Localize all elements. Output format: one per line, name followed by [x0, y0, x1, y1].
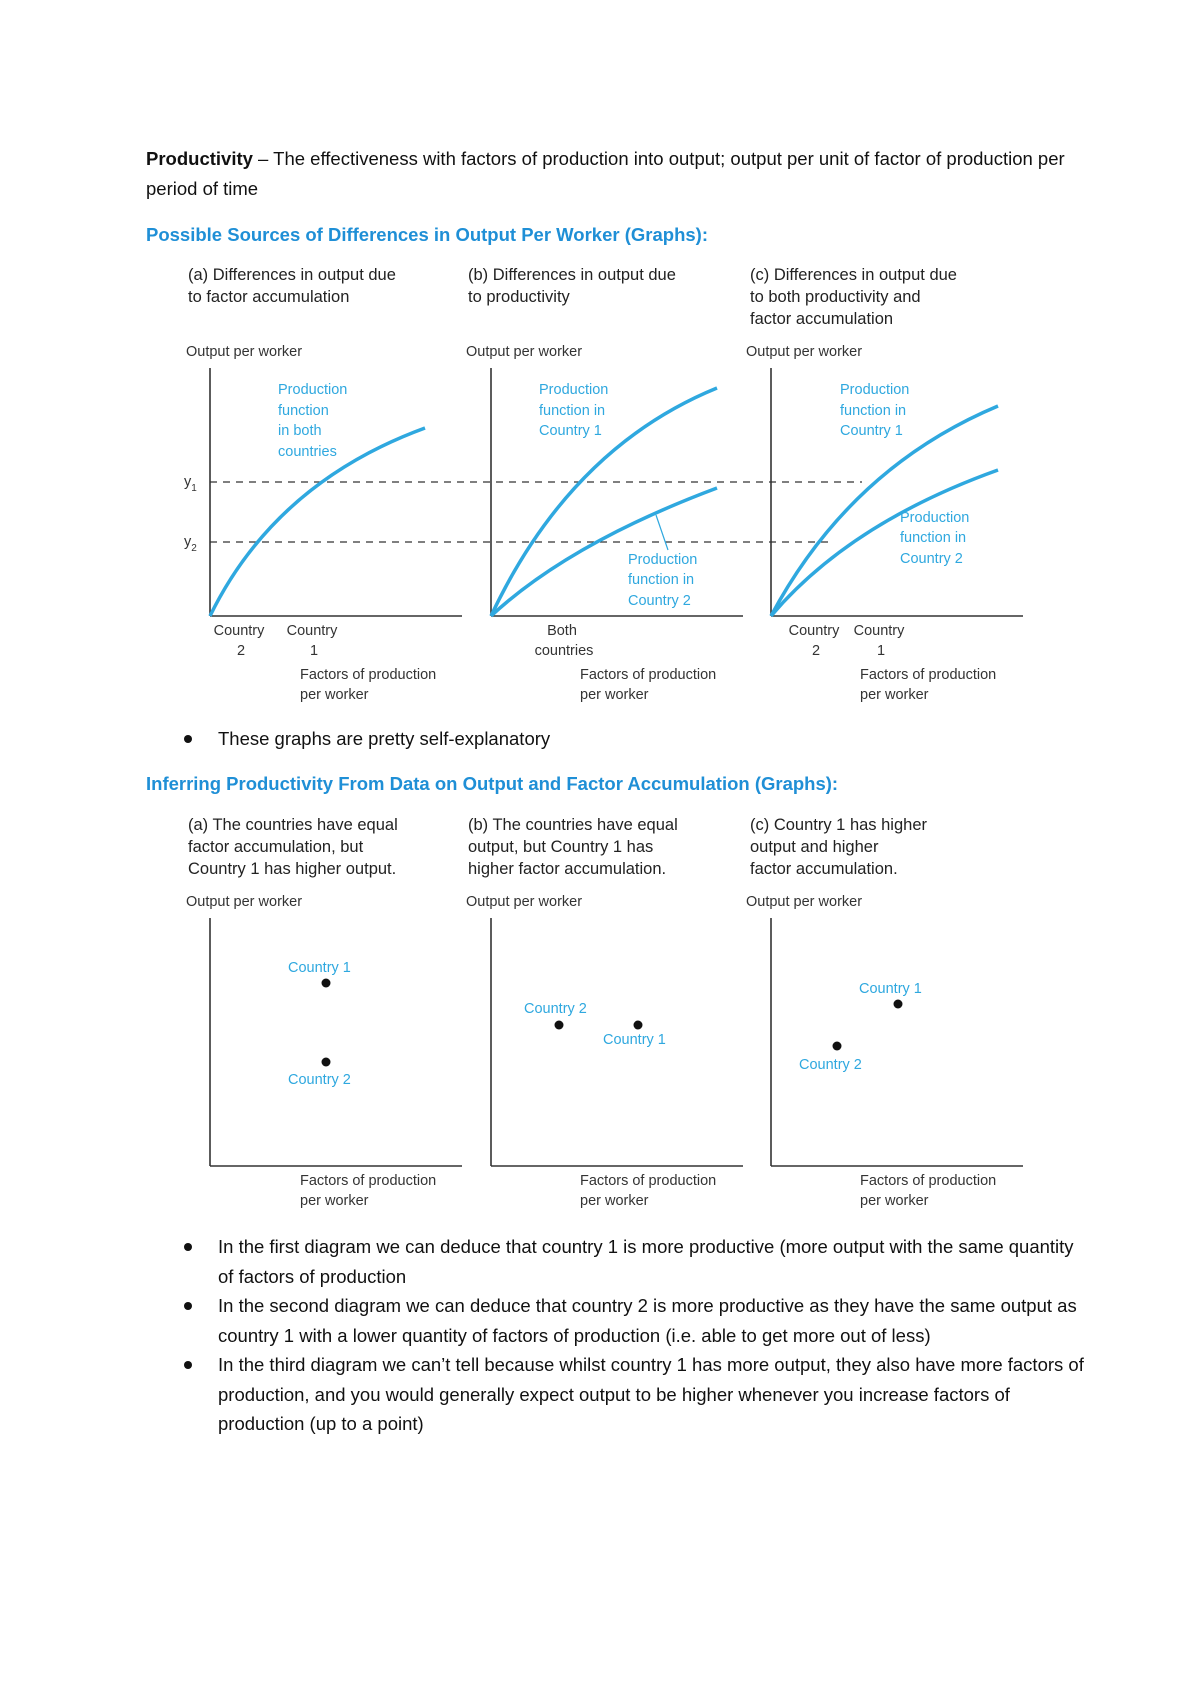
productivity-term: Productivity — [146, 148, 253, 169]
panel2-b-point-country1 — [634, 1021, 643, 1030]
productivity-definition-text: – The effectiveness with factors of production into output; output per unit of factor of production per period of time — [146, 148, 1065, 199]
panel-c-xlabel: Factors of production per worker — [860, 667, 997, 703]
panel-c-xtick-country1: Country 1 — [853, 623, 905, 659]
figure-inferring-productivity — [160, 808, 1060, 1218]
panel-a-xlabel: Factors of production per worker — [300, 667, 437, 703]
panel-b-caption: (b) Differences in output due to productivity — [468, 266, 676, 306]
panel2-c-caption: (c) Country 1 has higher output and higher factor accumulation. — [750, 816, 927, 878]
panel-c-ylabel: Output per worker — [746, 344, 863, 360]
panel2-a-xlabel: Factors of production per worker — [300, 1173, 437, 1209]
bullet-dot — [184, 1361, 192, 1369]
bullet-dot — [184, 735, 192, 743]
panel-a-xtick-country2: Country 2 — [213, 623, 265, 659]
panel-a-caption: (a) Differences in output due to factor accumulation — [188, 266, 396, 306]
section2-heading: Inferring Productivity From Data on Output and Factor Accumulation (Graphs): — [146, 773, 839, 794]
figure-sources-of-differences — [160, 258, 1060, 708]
bullet-dot — [184, 1302, 192, 1310]
panel-c-xtick-country2: Country 2 — [788, 623, 840, 659]
panel2-c-label-country1: Country 1 — [859, 981, 922, 997]
figure2-svg — [160, 808, 1060, 1218]
panel2-a-point-country2 — [322, 1058, 331, 1067]
panel-c-caption: (c) Differences in output due to both productivity and factor accumulation — [750, 266, 957, 328]
panel2-c-point-country2 — [833, 1042, 842, 1051]
section1-bullets — [146, 724, 1086, 754]
panel-c-curve2-label: Production function in Country 2 — [900, 510, 970, 567]
panel2-c-ylabel: Output per worker — [746, 894, 863, 910]
panel-a-xtick-country1: Country 1 — [286, 623, 338, 659]
panel2-a-caption: (a) The countries have equal factor accumulation, but Country 1 has higher output. — [188, 816, 398, 878]
panel-b-leader-line — [656, 515, 668, 550]
productivity-definition — [146, 144, 1076, 204]
list-item: In the second diagram we can deduce that country 2 is more productive as they have the same output as country 1 with a lower quantity of factors of production (i.e. able to get more out of less) — [146, 1291, 1086, 1350]
panel2-c-axes — [771, 918, 1023, 1166]
panel2-c-label-country2: Country 2 — [799, 1057, 862, 1073]
section2-bullets — [146, 1232, 1086, 1439]
panel2-b-caption: (b) The countries have equal output, but Country 1 has higher factor accumulation. — [468, 816, 678, 878]
panel2-a-ylabel: Output per worker — [186, 894, 303, 910]
y2-label: $y_2$ — [184, 534, 197, 554]
panel-a-axes — [210, 368, 462, 616]
list-item: These graphs are pretty self-explanatory — [146, 724, 1086, 754]
section1-heading: Possible Sources of Differences in Output Per Worker (Graphs): — [146, 224, 708, 245]
list-item: In the first diagram we can deduce that country 1 is more productive (more output with the same quantity of factors of production — [146, 1232, 1086, 1291]
panel2-a-label-country2: Country 2 — [288, 1072, 351, 1088]
panel2-a-point-country1 — [322, 979, 331, 988]
bullet-dot — [184, 1243, 192, 1251]
y1-label: $y_1$ — [184, 474, 197, 494]
panel2-b-label-country1: Country 1 — [603, 1032, 666, 1048]
panel2-a-axes — [210, 918, 462, 1166]
panel-b-xlabel: Factors of production per worker — [580, 667, 717, 703]
panel2-c-xlabel: Factors of production per worker — [860, 1173, 997, 1209]
panel2-b-label-country2: Country 2 — [524, 1001, 587, 1017]
panel2-b-xlabel: Factors of production per worker — [580, 1173, 717, 1209]
panel-c-curve1-label: Production function in Country 1 — [840, 382, 910, 439]
panel-a-ylabel: Output per worker — [186, 344, 303, 360]
panel-a-curve-label: Production function in both countries — [278, 382, 348, 460]
panel-b-curve1-label: Production function in Country 1 — [539, 382, 609, 439]
panel2-b-point-country2 — [555, 1021, 564, 1030]
panel2-b-ylabel: Output per worker — [466, 894, 583, 910]
panel2-c-point-country1 — [894, 1000, 903, 1009]
panel-b-ylabel: Output per worker — [466, 344, 583, 360]
panel2-a-label-country1: Country 1 — [288, 960, 351, 976]
list-item: In the third diagram we can’t tell because whilst country 1 has more output, they also have more factors of production, and you would generally expect output to be higher whenever you increase factors of production (up to a point) — [146, 1350, 1086, 1439]
panel-b-curve2-label: Production function in Country 2 — [628, 552, 698, 609]
figure1-svg — [160, 258, 1060, 708]
panel-b-xtick-both: Both countries — [534, 623, 594, 659]
